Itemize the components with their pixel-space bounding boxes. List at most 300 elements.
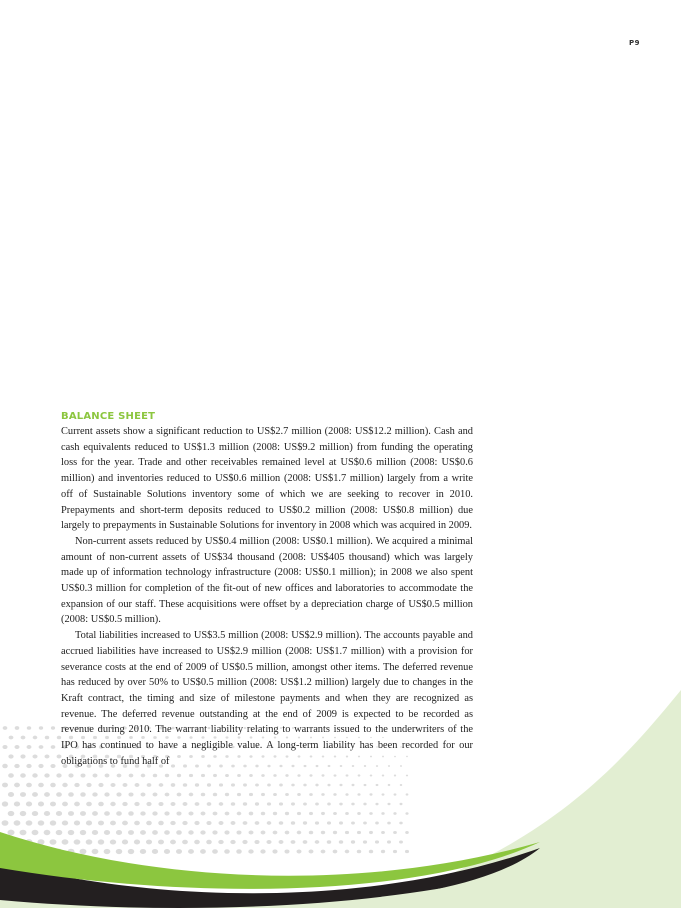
halftone-dot <box>134 840 140 845</box>
halftone-dot <box>15 745 20 749</box>
halftone-dot <box>236 849 242 853</box>
halftone-dot <box>393 812 396 815</box>
halftone-dot <box>279 821 283 825</box>
halftone-dot <box>159 783 164 787</box>
halftone-dot <box>249 812 254 816</box>
halftone-dot <box>224 830 229 834</box>
halftone-dot <box>51 726 55 729</box>
halftone-dot <box>212 849 218 854</box>
halftone-dot <box>381 831 385 834</box>
halftone-dot <box>122 802 127 806</box>
halftone-dot <box>363 821 367 824</box>
halftone-dot <box>236 830 241 834</box>
halftone-dot <box>327 821 331 824</box>
halftone-dot <box>189 793 194 797</box>
halftone-dot <box>393 850 397 853</box>
halftone-dot <box>171 783 176 787</box>
halftone-dot <box>68 773 73 777</box>
halftone-dot <box>20 792 26 797</box>
halftone-dot <box>254 840 259 844</box>
halftone-dot <box>74 802 80 807</box>
halftone-dot <box>38 783 44 788</box>
halftone-dot <box>231 821 236 825</box>
halftone-dot <box>51 745 56 749</box>
halftone-dot <box>231 783 235 786</box>
balance-sheet-section <box>61 410 473 769</box>
halftone-dot <box>56 773 61 777</box>
halftone-dot <box>110 802 116 806</box>
halftone-dot <box>218 840 223 844</box>
halftone-dot <box>369 812 372 815</box>
halftone-dot <box>32 773 38 777</box>
halftone-dot <box>393 831 397 834</box>
halftone-dot <box>158 802 163 806</box>
halftone-dot <box>382 793 385 795</box>
halftone-dot <box>315 803 319 806</box>
halftone-dot <box>369 793 372 795</box>
halftone-dot <box>339 803 343 806</box>
halftone-dot <box>243 802 247 805</box>
halftone-dot <box>284 849 289 853</box>
halftone-dot <box>212 830 217 834</box>
halftone-dot <box>351 803 354 806</box>
paragraph-current-assets: Current assets show a significant reduction to US$2.7 million (2008: US$12.2 million). Cash and cash equivalents reduced to US$1.3 million (2008: US$9.2 million) from funding the operating loss for the year. Trade and other receivables remained level at US$0.6 million (2008: US$0.6 million) and inventories reduced to US$0.6 million (2008: US$1.7 million) largely from a write off of Sustainable Solutions inventory some of which we are seeking to recover in 2010. Prepayments and short-term deposits reduced to US$0.2 million (2008: US$0.8 million) due largely to prepayments in Sustainable Solutions for inventory in 2008 which was acquired in 2009. <box>61 426 473 532</box>
halftone-dot <box>225 793 229 796</box>
halftone-dot <box>201 812 206 816</box>
halftone-dot <box>400 784 403 786</box>
halftone-dot <box>8 754 13 758</box>
halftone-dot <box>375 840 379 843</box>
halftone-dot <box>321 831 325 834</box>
halftone-dot <box>176 849 182 854</box>
halftone-dot <box>140 792 145 796</box>
halftone-dot <box>177 774 181 777</box>
halftone-dot <box>2 745 7 749</box>
halftone-dot <box>45 755 50 759</box>
halftone-dot <box>194 840 200 845</box>
halftone-dot <box>237 812 242 816</box>
halftone-dot <box>381 850 385 853</box>
halftone-dot <box>129 774 134 778</box>
halftone-dot <box>261 774 265 777</box>
halftone-dot <box>255 821 260 825</box>
halftone-dot <box>406 775 408 777</box>
halftone-dot <box>273 774 276 777</box>
halftone-dot <box>123 783 128 787</box>
halftone-dot <box>315 784 318 787</box>
halftone-dot <box>146 802 151 806</box>
halftone-dot <box>110 821 116 826</box>
halftone-dot <box>116 811 122 816</box>
halftone-dot <box>189 774 193 777</box>
halftone-dot <box>68 830 75 835</box>
halftone-dot <box>92 849 99 854</box>
halftone-dot <box>225 812 230 816</box>
halftone-dot <box>32 754 37 758</box>
halftone-dot <box>200 830 205 834</box>
halftone-dot <box>147 783 152 787</box>
halftone-dot <box>297 812 301 815</box>
halftone-dot <box>219 783 223 786</box>
halftone-dot <box>206 840 212 844</box>
halftone-dot <box>315 840 320 844</box>
halftone-dot <box>32 811 38 816</box>
halftone-dot <box>8 792 14 797</box>
halftone-dot <box>2 783 8 788</box>
halftone-dot <box>50 820 56 825</box>
halftone-dot <box>56 792 62 797</box>
halftone-dot <box>273 831 278 835</box>
halftone-dot <box>405 812 408 815</box>
halftone-dot <box>357 831 361 834</box>
halftone-dot <box>224 849 230 854</box>
halftone-dot <box>128 811 134 815</box>
halftone-dot <box>32 792 38 797</box>
halftone-dot <box>98 802 104 806</box>
halftone-dot <box>296 849 301 853</box>
halftone-dot <box>68 792 74 797</box>
halftone-dot <box>92 830 98 835</box>
halftone-dot <box>104 792 109 796</box>
halftone-dot <box>327 784 330 787</box>
halftone-dot <box>15 726 20 730</box>
halftone-dot <box>363 840 367 843</box>
halftone-dot <box>291 784 294 787</box>
halftone-dot <box>93 774 98 778</box>
halftone-dot <box>45 736 50 740</box>
halftone-dot <box>321 774 324 776</box>
halftone-dot <box>213 793 217 797</box>
halftone-dot <box>339 840 343 844</box>
halftone-dot <box>297 793 301 796</box>
halftone-dot <box>170 821 175 825</box>
halftone-dot <box>267 784 271 787</box>
halftone-dot <box>267 821 272 825</box>
halftone-dot <box>39 745 44 749</box>
halftone-dot <box>182 821 187 825</box>
halftone-dot <box>165 793 170 797</box>
halftone-dot <box>309 812 313 815</box>
halftone-dot <box>86 821 92 826</box>
halftone-dot <box>369 831 373 834</box>
halftone-dot <box>279 784 283 787</box>
halftone-dot <box>207 783 211 786</box>
halftone-dot <box>152 811 157 815</box>
halftone-dot <box>260 849 265 853</box>
halftone-dot <box>237 774 241 777</box>
halftone-dot <box>128 830 134 835</box>
halftone-dot <box>27 745 32 749</box>
halftone-dot <box>39 726 43 729</box>
halftone-dot <box>116 830 122 835</box>
halftone-dot <box>165 774 169 777</box>
halftone-dot <box>176 811 181 815</box>
halftone-dot <box>255 802 259 805</box>
halftone-dot <box>38 764 43 768</box>
halftone-dot <box>141 774 146 778</box>
halftone-dot <box>164 849 170 854</box>
halftone-dot <box>261 831 266 835</box>
halftone-dot <box>387 822 391 825</box>
halftone-dot <box>309 850 314 854</box>
halftone-dot <box>14 783 20 788</box>
halftone-dot <box>370 774 373 776</box>
halftone-dot <box>146 821 152 826</box>
halftone-dot <box>369 850 373 854</box>
halftone-dot <box>20 754 25 758</box>
halftone-dot <box>255 783 259 786</box>
halftone-dot <box>303 802 307 805</box>
halftone-dot <box>153 793 158 797</box>
halftone-dot <box>194 821 199 825</box>
halftone-dot <box>26 783 32 788</box>
halftone-dot <box>80 830 86 835</box>
halftone-dot <box>2 820 9 826</box>
halftone-dot <box>164 811 169 815</box>
halftone-dot <box>27 726 31 730</box>
halftone-dot <box>327 803 331 806</box>
halftone-dot <box>195 802 200 806</box>
halftone-dot <box>20 830 27 836</box>
halftone-dot <box>213 774 217 777</box>
halftone-dot <box>285 793 289 796</box>
section-heading: BALANCE SHEET <box>61 411 156 422</box>
halftone-dot <box>357 850 361 854</box>
halftone-dot <box>74 820 80 825</box>
halftone-dot <box>405 831 409 834</box>
halftone-dot <box>399 803 402 805</box>
halftone-dot <box>394 775 396 777</box>
halftone-dot <box>50 802 56 807</box>
halftone-dot <box>225 774 229 777</box>
halftone-dot <box>297 774 300 777</box>
halftone-dot <box>243 783 247 786</box>
halftone-dot <box>80 792 86 796</box>
halftone-dot <box>26 802 32 807</box>
halftone-dot <box>56 830 63 835</box>
halftone-dot <box>364 784 367 786</box>
halftone-dot <box>182 840 188 845</box>
halftone-dot <box>309 793 313 796</box>
halftone-dot <box>14 764 19 768</box>
halftone-dot <box>3 726 8 730</box>
halftone-dot <box>188 830 193 834</box>
halftone-dot <box>86 839 93 844</box>
halftone-dot <box>38 802 44 807</box>
halftone-dot <box>406 793 409 795</box>
halftone-dot <box>2 801 8 806</box>
halftone-dot <box>285 812 289 815</box>
halftone-dot <box>9 736 14 740</box>
halftone-dot <box>44 792 50 797</box>
halftone-dot <box>285 774 288 777</box>
halftone-dot <box>249 831 254 835</box>
halftone-dot <box>80 811 86 816</box>
halftone-dot <box>381 812 384 815</box>
halftone-dot <box>14 801 20 806</box>
halftone-dot <box>56 811 62 816</box>
halftone-dot <box>104 830 110 835</box>
halftone-dot <box>333 831 337 834</box>
halftone-dot <box>333 793 336 796</box>
halftone-dot <box>134 802 139 806</box>
halftone-dot <box>50 839 57 845</box>
halftone-dot <box>201 774 205 777</box>
halftone-dot <box>33 736 38 740</box>
halftone-dot <box>237 793 241 796</box>
halftone-dot <box>98 839 105 844</box>
halftone-dot <box>273 812 277 815</box>
halftone-dot <box>266 840 271 844</box>
halftone-dot <box>74 783 79 787</box>
halftone-dot <box>44 773 49 777</box>
halftone-dot <box>116 792 121 796</box>
halftone-dot <box>351 821 355 824</box>
halftone-dot <box>62 820 68 825</box>
halftone-dot <box>388 784 391 786</box>
halftone-dot <box>80 849 87 855</box>
page-number: P9 <box>629 39 641 47</box>
halftone-dot <box>158 821 164 825</box>
halftone-dot <box>405 850 409 853</box>
halftone-dot <box>92 811 98 816</box>
halftone-dot <box>86 802 92 807</box>
halftone-dot <box>8 811 15 816</box>
paragraph-total-liabilities: Total liabilities increased to US$3.5 million (2008: US$2.9 million). The accounts payable and accrued liabilities have increased to US$2.9 million (2008: US$1.7 million) with a provision for severance costs at the end of 2009 of US$0.5 million, amongst other items. The deferred revenue has reduced by over 50% to US$0.5 million (2008: US$1.2 million) largely due to changes in the Kraft contract, the timing and size of milestone payments and when they are recognized as revenue. The deferred revenue outstanding at the end of 2009 is expected to be recorded as revenue during 2010. The warrant liability relating to warrants issued to the underwriters of the IPO has continued to have a negligible value. A long-term liability has been recorded for our obligations to fund half of <box>61 630 473 767</box>
halftone-dot <box>303 840 308 844</box>
halftone-dot <box>140 849 146 854</box>
halftone-dot <box>309 831 313 835</box>
halftone-dot <box>267 802 271 805</box>
halftone-dot <box>387 803 390 805</box>
paragraph-non-current-assets: Non-current assets reduced by US$0.4 million (2008: US$0.1 million). We acquired a minimal amount of non-current assets of US$34 thousand (2008: US$405 thousand) which was largely made up of information technology infrastructure (2008: US$0.1 million); in 2008 we also spent US$0.3 million for completion of the fit-out of new offices and laboratories to accommodate the expansion of our staff. These acquisitions were offset by a depreciation charge of US$0.5 million (2008: US$0.5 million). <box>61 535 473 626</box>
halftone-dot <box>334 774 337 776</box>
halftone-dot <box>273 793 277 796</box>
halftone-dot <box>399 822 402 825</box>
halftone-dot <box>297 831 302 835</box>
halftone-dot <box>195 783 199 786</box>
halftone-dot <box>80 773 85 777</box>
halftone-dot <box>104 811 110 816</box>
halftone-dot <box>44 830 51 835</box>
halftone-dot <box>285 831 290 835</box>
halftone-dot <box>382 775 384 777</box>
halftone-dot <box>352 784 355 786</box>
halftone-dot <box>183 783 187 787</box>
halftone-dot <box>44 811 50 816</box>
halftone-dot <box>122 839 128 844</box>
halftone-dot <box>291 821 295 825</box>
halftone-dot <box>134 821 140 826</box>
halftone-dot <box>188 849 194 854</box>
halftone-dot <box>62 839 69 844</box>
halftone-dot <box>249 793 253 796</box>
halftone-dot <box>62 783 67 787</box>
halftone-dot <box>152 849 158 854</box>
halftone-dot <box>117 774 122 778</box>
halftone-dot <box>158 840 164 845</box>
halftone-dot <box>243 821 248 825</box>
halftone-dot <box>26 764 31 768</box>
halftone-dot <box>387 840 391 843</box>
halftone-dot <box>92 792 97 796</box>
halftone-dot <box>176 830 182 834</box>
halftone-dot <box>375 822 379 825</box>
halftone-dot <box>74 839 81 844</box>
halftone-dot <box>213 812 218 816</box>
halftone-dot <box>152 830 158 835</box>
halftone-dot <box>2 764 8 768</box>
halftone-dot <box>230 840 235 844</box>
halftone-dot <box>333 850 338 854</box>
halftone-dot <box>32 830 39 835</box>
halftone-dot <box>394 793 397 795</box>
halftone-dot <box>345 831 349 834</box>
halftone-dot <box>399 840 403 843</box>
halftone-dot <box>98 821 104 826</box>
halftone-dot <box>110 839 116 844</box>
halftone-dot <box>128 792 133 796</box>
halftone-dot <box>351 840 355 843</box>
halftone-dot <box>249 774 253 777</box>
halftone-dot <box>20 811 27 816</box>
halftone-dot <box>38 820 45 825</box>
halftone-dot <box>105 774 110 778</box>
halftone-dot <box>146 840 152 845</box>
halftone-dot <box>261 793 265 796</box>
halftone-dot <box>207 802 212 806</box>
halftone-dot <box>242 840 247 844</box>
halftone-dot <box>309 774 312 776</box>
halftone-dot <box>303 784 306 787</box>
halftone-dot <box>279 802 283 805</box>
halftone-dot <box>135 783 140 787</box>
halftone-dot <box>20 773 26 777</box>
halftone-dot <box>7 830 14 836</box>
halftone-dot <box>164 830 170 835</box>
halftone-dot <box>376 784 379 786</box>
halftone-dot <box>358 774 361 776</box>
halftone-dot <box>170 840 176 845</box>
halftone-dot <box>345 812 349 815</box>
halftone-dot <box>86 783 91 787</box>
halftone-dot <box>128 849 134 854</box>
halftone-dot <box>8 773 14 778</box>
halftone-dot <box>110 783 115 787</box>
halftone-dot <box>327 840 332 844</box>
halftone-dot <box>219 802 224 806</box>
halftone-dot <box>50 783 56 787</box>
halftone-dot <box>50 764 55 768</box>
halftone-dot <box>303 821 307 824</box>
halftone-dot <box>200 849 206 854</box>
halftone-dot <box>21 736 26 740</box>
halftone-dot <box>206 821 211 825</box>
halftone-dot <box>375 803 378 806</box>
halftone-dot <box>218 821 223 825</box>
halftone-dot <box>291 802 295 805</box>
halftone-dot <box>201 793 205 797</box>
halftone-dot <box>321 793 324 796</box>
halftone-dot <box>321 812 325 815</box>
halftone-dot <box>231 802 235 806</box>
halftone-dot <box>346 774 349 776</box>
halftone-dot <box>188 811 193 815</box>
halftone-dot <box>183 802 188 806</box>
halftone-dot <box>104 849 111 854</box>
halftone-dot <box>171 802 176 806</box>
halftone-dot <box>272 849 277 853</box>
